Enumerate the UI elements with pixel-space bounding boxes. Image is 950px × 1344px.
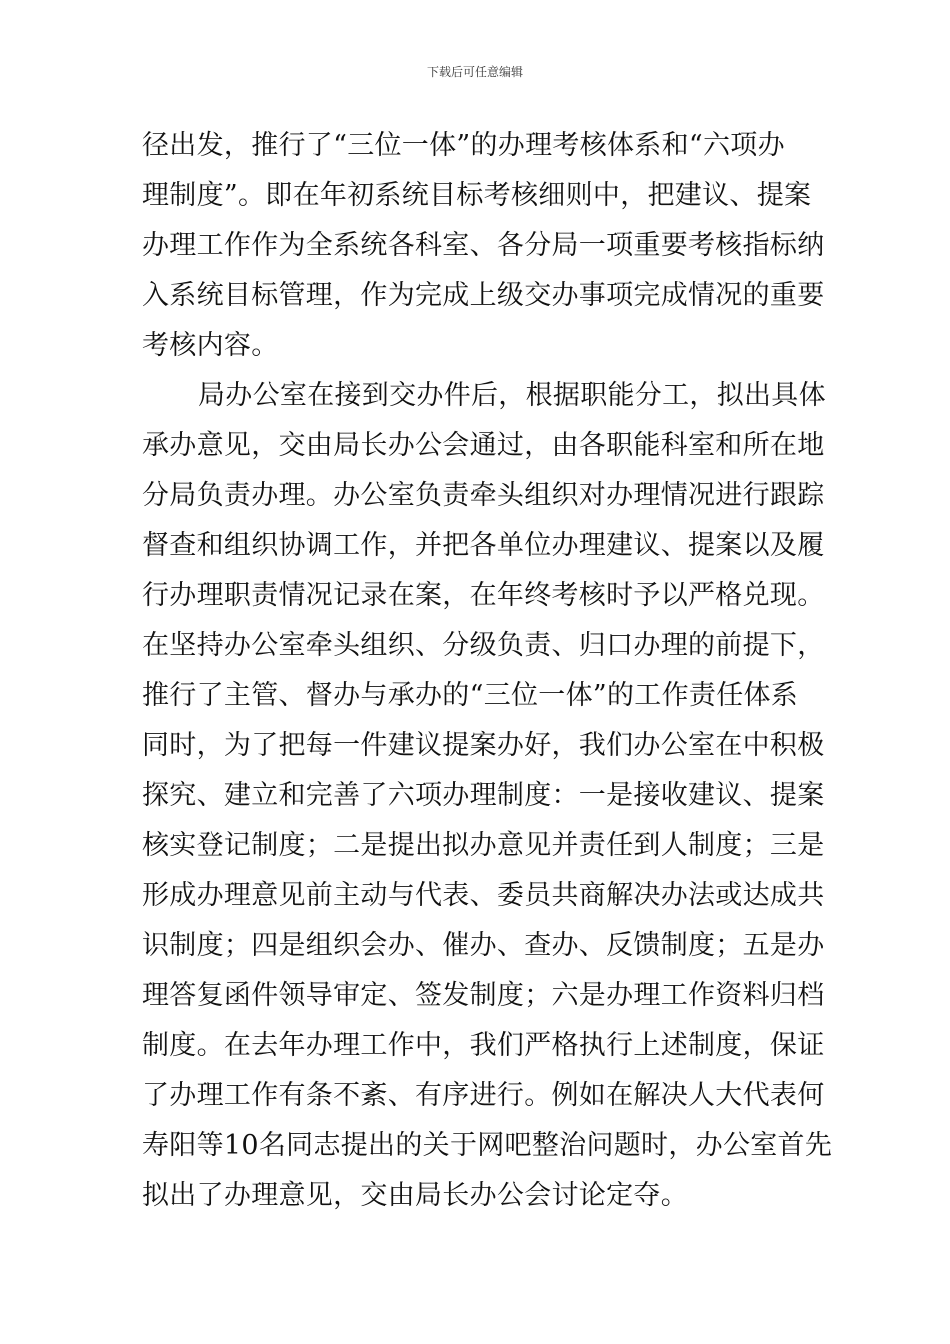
text-line-first-indented: 局办公室在接到交办件后，根据职能分工，拟出具体 [198, 380, 826, 411]
document-body [142, 121, 833, 1221]
text-line: 同时，为了把每一件建议提案办好，我们办公室在中积极 [142, 730, 825, 761]
text-line: 核实登记制度；二是提出拟办意见并责任到人制度；三是 [142, 830, 825, 861]
paragraph-2 [142, 371, 833, 1221]
text-line: 在坚持办公室牵头组织、分级负责、归口办理的前提下， [142, 630, 825, 661]
text-line: 制度。在去年办理工作中，我们严格执行上述制度，保证 [142, 1030, 825, 1061]
text-line: 承办意见，交由局长办公会通过，由各职能科室和所在地 [142, 430, 825, 461]
text-line: 了办理工作有条不紊、有序进行。例如在解决人大代表何 [142, 1080, 825, 1111]
text-line: 径出发，推行了“三位一体”的办理考核体系和“六项办 [142, 130, 785, 161]
text-line: 识制度；四是组织会办、催办、查办、反馈制度；五是办 [142, 930, 825, 961]
text-line: 考核内容。 [142, 330, 279, 361]
page-header: 下载后可任意编辑 [426, 65, 523, 79]
text-line: 分局负责办理。办公室负责牵头组织对办理情况进行跟踪 [142, 480, 825, 511]
text-line: 督查和组织协调工作，并把各单位办理建议、提案以及履 [142, 530, 825, 561]
paragraph-1 [142, 121, 825, 371]
text-line: 探究、建立和完善了六项办理制度：一是接收建议、提案 [142, 780, 825, 811]
text-line: 拟出了办理意见，交由局长办公会讨论定夺。 [142, 1180, 688, 1211]
text-line: 办理工作作为全系统各科室、各分局一项重要考核指标纳 [142, 230, 825, 261]
text-line: 理答复函件领导审定、签发制度；六是办理工作资料归档 [142, 980, 825, 1011]
text-line: 形成办理意见前主动与代表、委员共商解决办法或达成共 [142, 880, 825, 911]
text-line: 寿阳等10名同志提出的关于网吧整治问题时，办公室首先 [142, 1130, 833, 1161]
text-line: 行办理职责情况记录在案，在年终考核时予以严格兑现。 [142, 580, 825, 611]
text-line: 理制度”。即在年初系统目标考核细则中，把建议、提案 [142, 180, 812, 211]
text-line: 推行了主管、督办与承办的“三位一体”的工作责任体系 [142, 680, 799, 711]
text-line: 入系统目标管理，作为完成上级交办事项完成情况的重要 [142, 280, 825, 311]
